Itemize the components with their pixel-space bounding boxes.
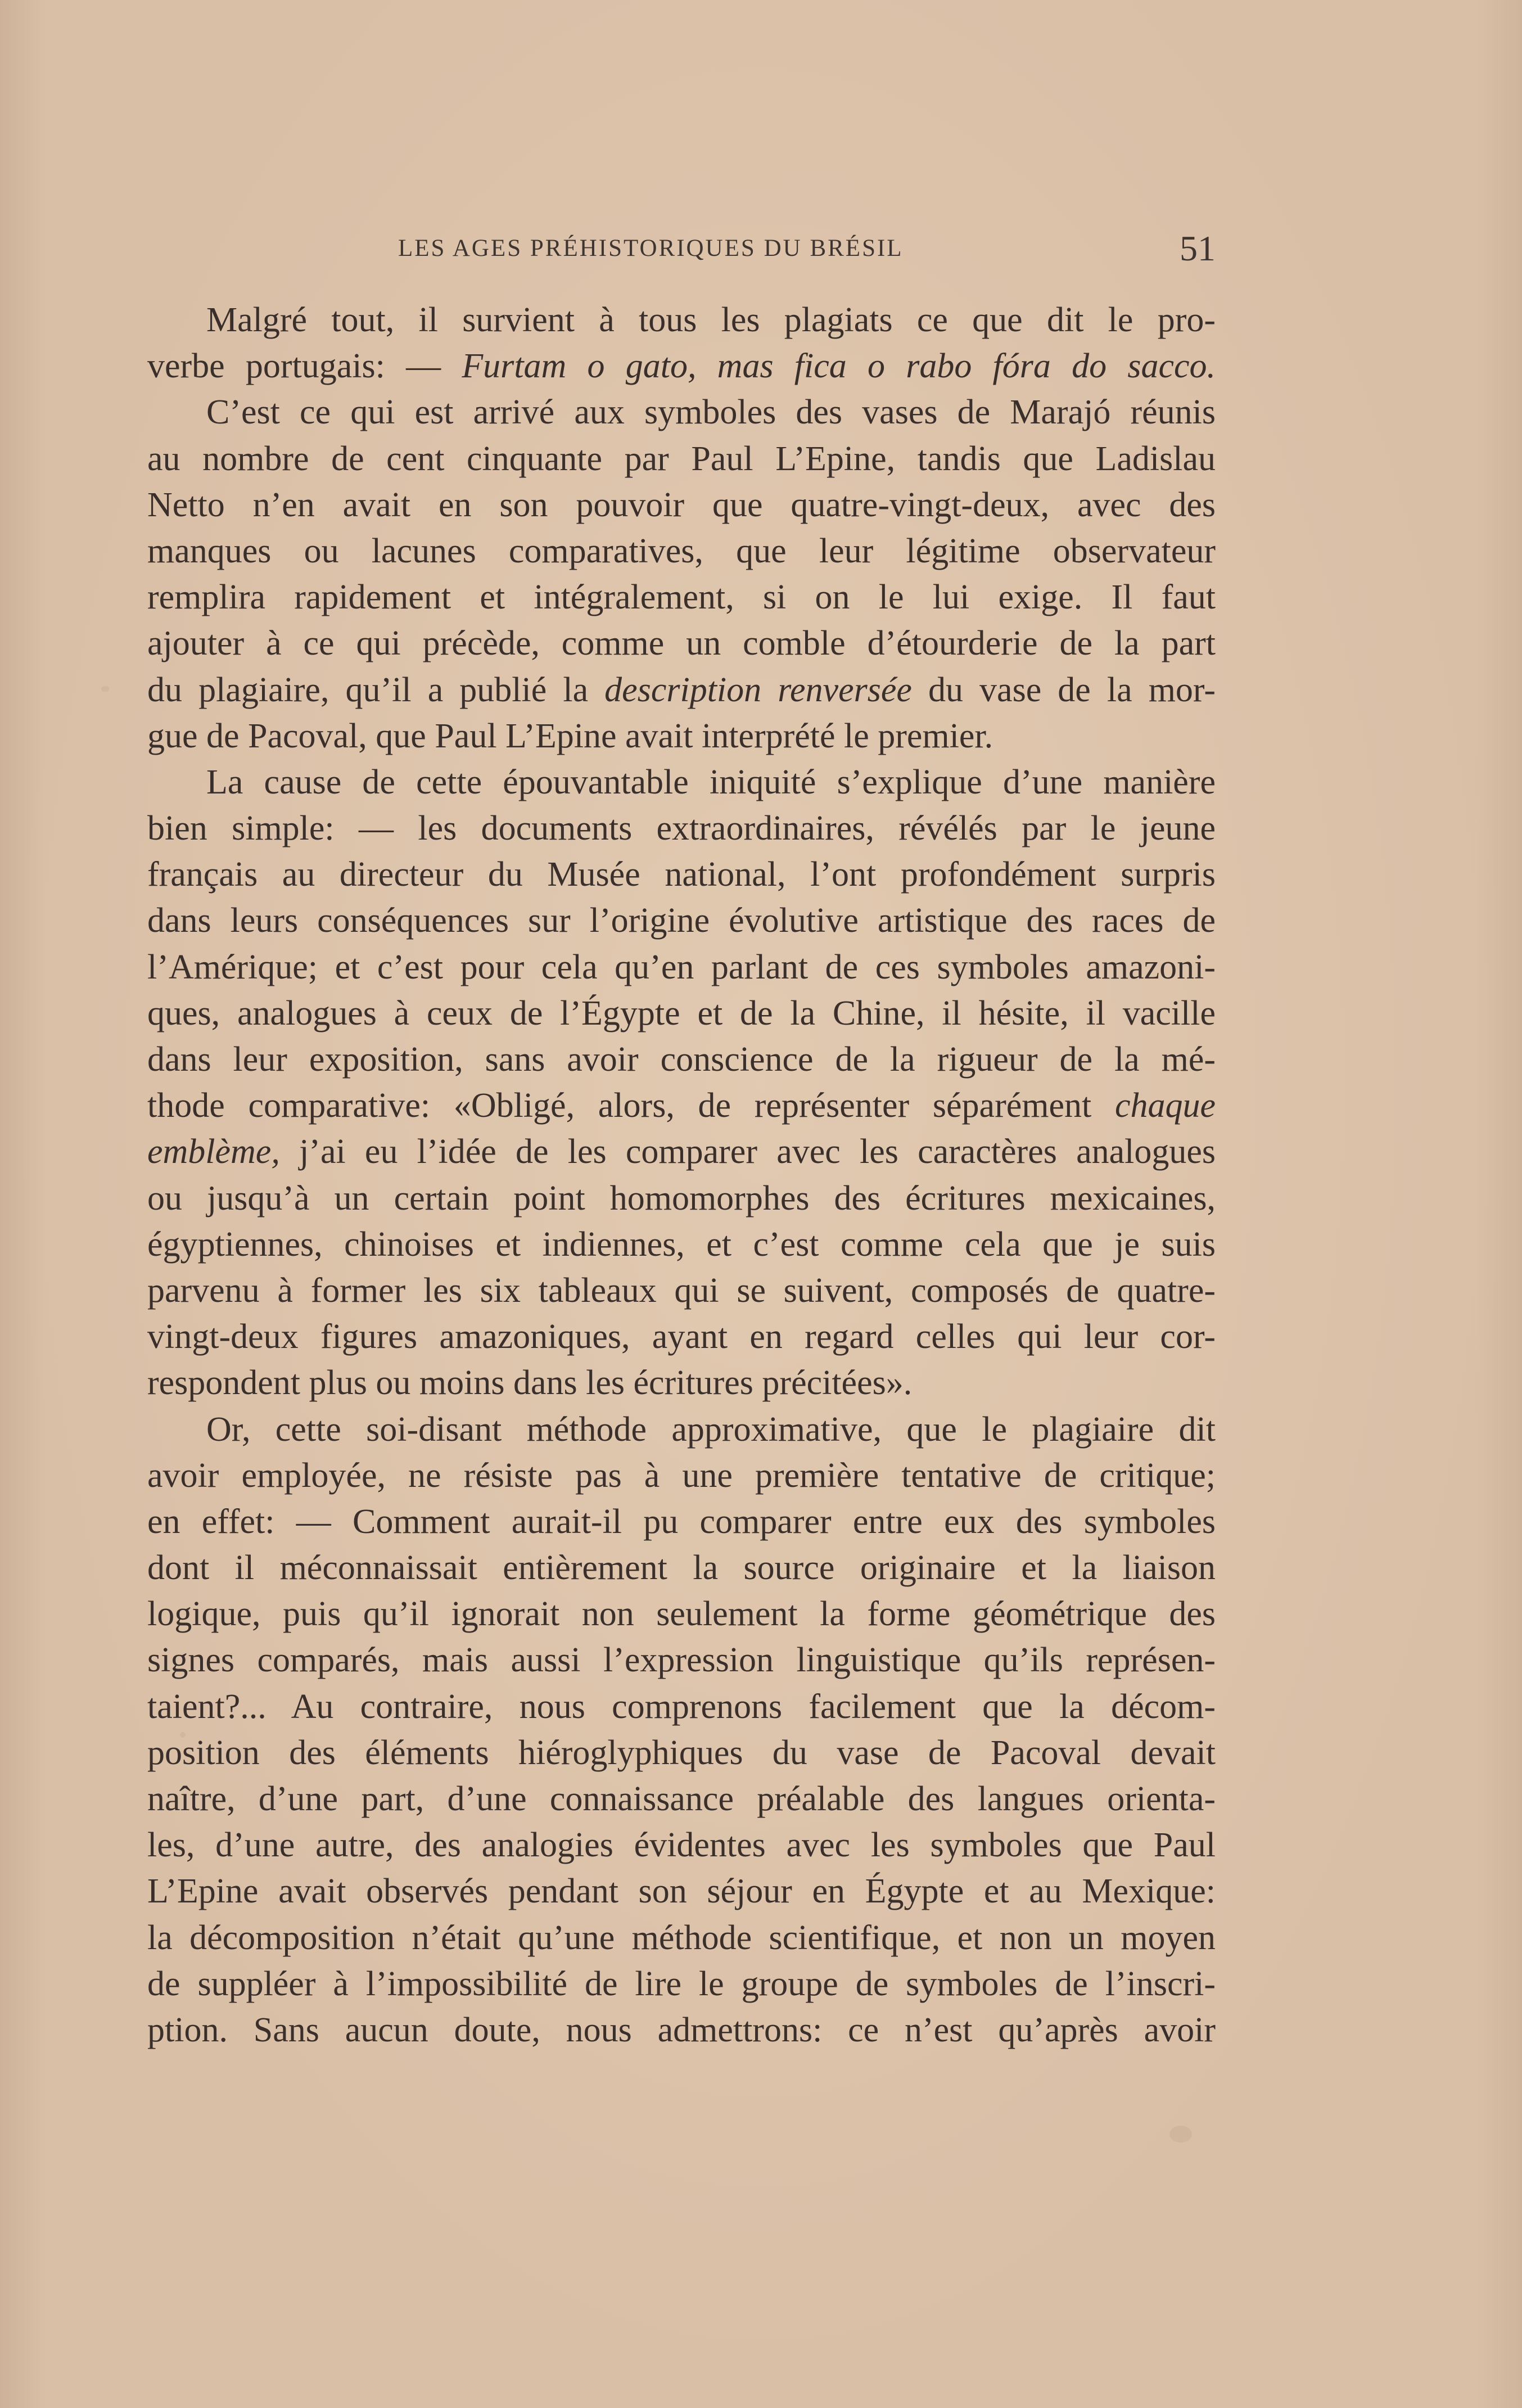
text-line: ques, analogues à ceux de l’Égypte et de la Chine, il hésite, il vacille bbox=[147, 994, 1216, 1032]
text-span: verbe portugais: — bbox=[147, 347, 462, 386]
text-line: ption. Sans aucun doute, nous admettrons: ce n’est qu’après avoir bbox=[147, 2010, 1216, 2049]
italic-proverb: Furtam o gato, mas fica o rabo fóra do sacco. bbox=[462, 347, 1216, 386]
paper-stain bbox=[101, 686, 109, 692]
text-line: remplira rapidement et intégralement, si on le lui exige. Il faut bbox=[147, 578, 1216, 617]
text-line: L’Epine avait observés pendant son séjour en Égypte et au Mexique: bbox=[147, 1872, 1216, 1911]
text-line: dont il méconnaissait entièrement la source originaire et la liaison bbox=[147, 1549, 1216, 1588]
text-line: l’Amérique; et c’est pour cela qu’en parlant de ces symboles amazoni- bbox=[147, 948, 1216, 986]
text-line: égyptiennes, chinoises et indiennes, et c’est comme cela que je suis bbox=[147, 1225, 1216, 1264]
text-line: La cause de cette épouvantable iniquité s’explique d’une manière bbox=[206, 763, 1216, 801]
text-line: parvenu à former les six tableaux qui se suivent, composés de quatre- bbox=[147, 1271, 1216, 1310]
text-line: de suppléer à l’impossibilité de lire le groupe de symboles de l’inscri- bbox=[147, 1964, 1216, 2003]
body-text bbox=[147, 297, 1216, 2053]
text-line: C’est ce qui est arrivé aux symboles des vases de Marajó réunis bbox=[206, 393, 1216, 432]
italic-description: description renversée bbox=[604, 670, 912, 709]
text-line: la décomposition n’était qu’une méthode scientifique, et non un moyen bbox=[147, 1918, 1216, 1957]
text-line: avoir employée, ne résiste pas à une première tentative de critique; bbox=[147, 1456, 1216, 1495]
text-line: dans leur exposition, sans avoir conscience de la rigueur de la mé- bbox=[147, 1040, 1216, 1079]
text-span: du vase de la mor- bbox=[911, 670, 1216, 709]
italic-embleme: emblème, bbox=[147, 1133, 280, 1171]
text-line: gue de Pacoval, que Paul L’Epine avait interprété le premier. bbox=[147, 716, 993, 755]
text-line: manques ou lacunes comparatives, que leur légitime observateur bbox=[147, 531, 1216, 570]
text-line bbox=[147, 667, 1216, 713]
text-line: logique, puis qu’il ignorait non seulement la forme géométrique des bbox=[147, 1595, 1216, 1634]
italic-chaque: chaque bbox=[1114, 1086, 1216, 1125]
text-line bbox=[147, 1083, 1216, 1129]
text-line: au nombre de cent cinquante par Paul L’Epine, tandis que Ladislau bbox=[147, 439, 1216, 478]
text-line: respondent plus ou moins dans les écritures précitées». bbox=[147, 1364, 913, 1403]
text-span: j’ai eu l’idée de les comparer avec les caractères analogues bbox=[279, 1133, 1216, 1171]
text-line: taient?... Au contraire, nous comprenons facilement que la décom- bbox=[147, 1687, 1216, 1726]
text-line: bien simple: — les documents extraordinaires, révélés par le jeune bbox=[147, 809, 1216, 848]
text-line: Malgré tout, il survient à tous les plagiats ce que dit le pro- bbox=[206, 301, 1216, 339]
text-span: du plagiaire, qu’il a publié la bbox=[147, 670, 605, 709]
text-line: les, d’une autre, des analogies évidentes avec les symboles que Paul bbox=[147, 1826, 1216, 1865]
text-line: en effet: — Comment aurait-il pu comparer entre eux des symboles bbox=[147, 1502, 1216, 1541]
text-line bbox=[147, 343, 1216, 389]
text-line: français au directeur du Musée national, l’ont profondément surpris bbox=[147, 855, 1216, 894]
text-span: thode comparative: «Obligé, alors, de représenter séparément bbox=[147, 1086, 1115, 1125]
text-line: signes comparés, mais aussi l’expression linguistique qu’ils représen- bbox=[147, 1641, 1216, 1680]
text-line: Netto n’en avait en son pouvoir que quatre-vingt-deux, avec des bbox=[147, 485, 1216, 524]
text-line: ou jusqu’à un certain point homomorphes des écritures mexicaines, bbox=[147, 1179, 1216, 1217]
text-line: dans leurs conséquences sur l’origine évolutive artistique des races de bbox=[147, 901, 1216, 940]
text-line bbox=[147, 1129, 1216, 1175]
text-line: naître, d’une part, d’une connaissance préalable des langues orienta- bbox=[147, 1780, 1216, 1818]
paper-stain bbox=[1169, 2126, 1192, 2143]
text-line: position des éléments hiéroglyphiques du vase de Pacoval devait bbox=[147, 1733, 1216, 1772]
text-line: ajouter à ce qui précède, comme un comble d’étourderie de la part bbox=[147, 624, 1216, 663]
page-number: 51 bbox=[1180, 228, 1216, 268]
running-title: LES AGES PRÉHISTORIQUES DU BRÉSIL bbox=[398, 235, 904, 261]
running-head bbox=[147, 228, 1216, 267]
text-line: Or, cette soi-disant méthode approximative, que le plagiaire dit bbox=[206, 1410, 1216, 1449]
text-line: vingt-deux figures amazoniques, ayant en regard celles qui leur cor- bbox=[147, 1318, 1216, 1356]
